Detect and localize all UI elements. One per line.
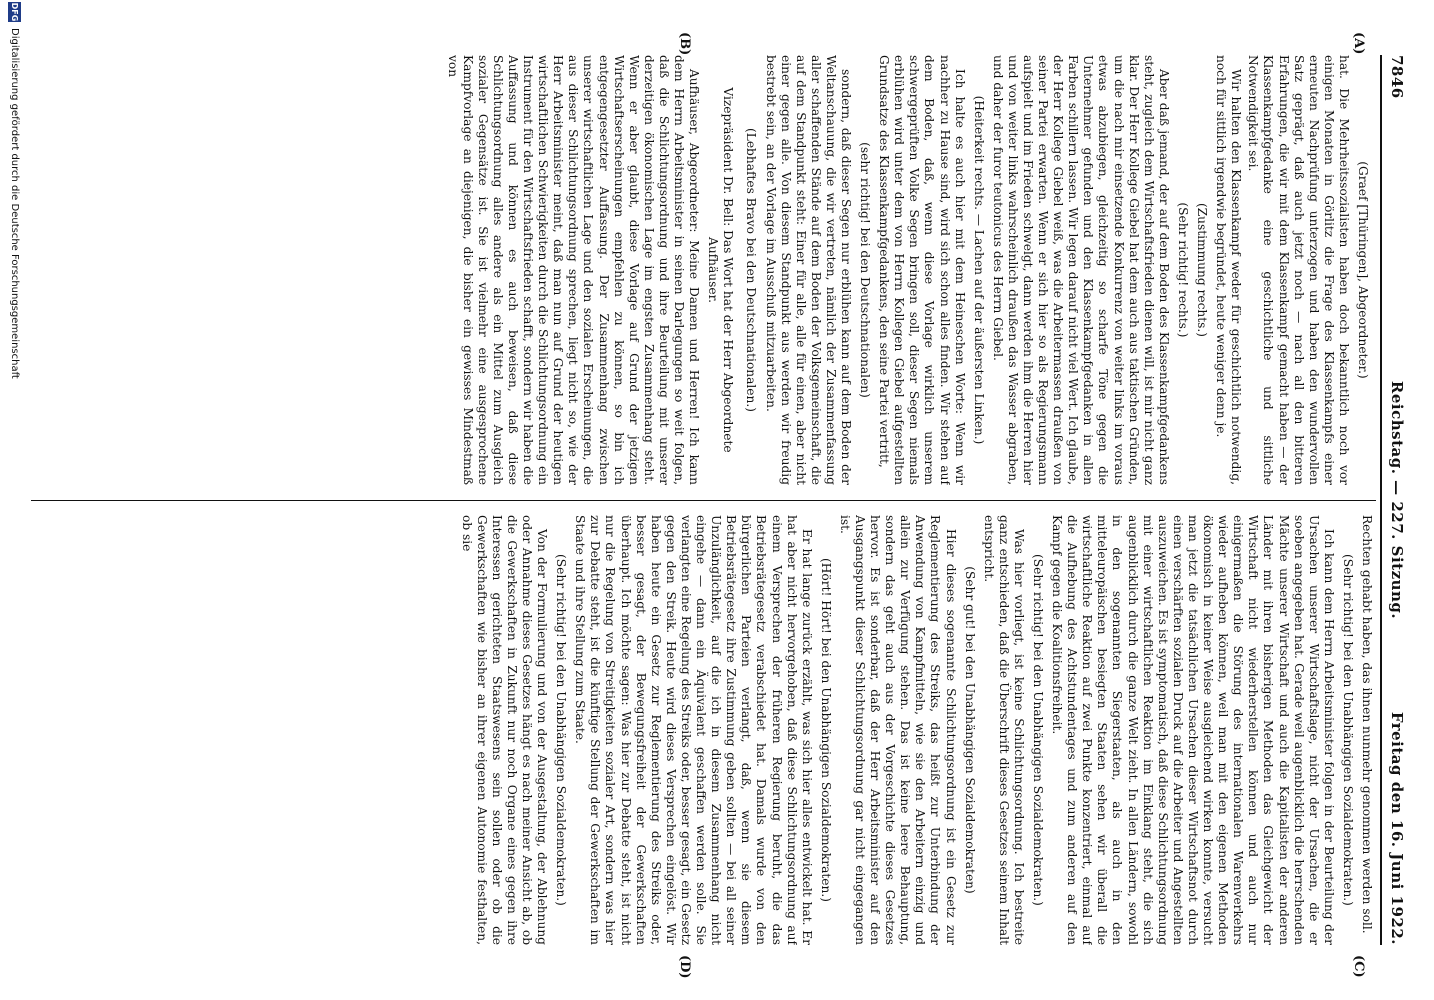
paragraph: sondern, daß dieser Segen nur erblühen kann auf dem Boden der Weltanschauung, die wir vertreten, nämlich der Zusammenfassung aller schaffenden Stände auf dem Boden der Volksgemeinschaft, die auf dem Standpunkt steht: Einer für alle, alle für einen, aber nicht einer gegen alle. Von diesem Standpunkt aus werden wir freudig bestrebt sein, an der Vorlage im Ausschuß mitzuarbeiten. bbox=[763, 55, 853, 485]
interjection: (Sehr richtig! bei den Unabhängigen Sozialdemokraten.) bbox=[1031, 554, 1046, 906]
paragraph: Von der Formulierung und von der Ausgestaltung, der Ablehnung oder Annahme dieses Gesetzes hängt es nach meiner Ansicht ab, ob die Gewerkschaften in Zukunft nur noch Organe eines gegen ihre Interessen gerichteten Staatswesens sein sollen oder ob die Gewerkschaften wie bisher an ihrer eigenen Autonomie festhalten, ob sie bbox=[459, 515, 550, 945]
page-header bbox=[1382, 55, 1406, 945]
session-date: Freitag den 16. Juni 1922. bbox=[1388, 711, 1406, 945]
interjection: (Sehr richtig! rechts.) bbox=[1175, 202, 1190, 338]
paragraph: Er hat lange zurück erzählt, was sich hier alles entwickelt hat. Er hat aber nicht hervorgehoben, daß diese Schlichtungsordnung auf einem Versprechen der früheren Regierung beruht, die das Betriebsrätegesetz verabschiedet hat. Damals wurde von den bürgerlichen Parteien verlangt, daß, wenn sie diesem Betriebsrätegesetz ihre Zustimmung geben sollten — bei all seiner Unzulänglichkeit, auf die ich in diesem Zusammenhang nicht eingehe — dann ein Äquivalent geschaffen werden solle. Sie verlangten eine Regelung des Streiks oder, besser gesagt, ein Gesetz gegen den Streik. Heute wird dieses Versprechen eingelöst. Wir haben heute ein Gesetz zur Reglementierung des Streiks oder, besser gesagt, der Bewegungsfreiheit der Gewerkschaften überhaupt. Ich möchte sagen: Was hier zur Debatte steht, ist nicht nur die Regelung von Streitigkeiten sozialer Art, sondern was hier zur Debatte steht, ist die künftige Stellung der Gewerkschaften im Staate und ihre Stellung zum Staate. bbox=[573, 515, 814, 945]
interjection: (Sehr richtig! bei den Unabhängigen Sozialdemokraten.) bbox=[554, 554, 569, 906]
right-column bbox=[34, 515, 1374, 945]
margin-letter-a: (A) bbox=[1351, 32, 1366, 55]
page-number: 7846 bbox=[1388, 55, 1406, 99]
session-title: Reichstag. — 227. Sitzung. bbox=[1388, 380, 1406, 620]
funding-note: Digitalisierung gefördert durch die Deutsche Forschungsgemeinschaft bbox=[9, 28, 20, 379]
interjection: (Heiterkeit rechts. — Lachen auf der äußersten Linken.) bbox=[971, 95, 986, 445]
paragraph: Ich halte es auch hier mit dem Heineschen Worte: Wenn wir nachher zu Hause sind, wird sich schon alles finden. Wir stehen auf dem Boden, daß, wenn diese Vorlage wirklich unserem schwergeprüften Volke Segen bringen soll, dieser Segen niemals erblühen wird unter dem von Herrn Kollegen Giebel aufgestellten Grundsatze des Klassenkampfgedankens, den seine Partei vertritt, bbox=[877, 55, 967, 485]
paragraph: Aber daß jemand, der auf dem Boden des Klassenkampfgedankens steht, zugleich dem Wirtschaftsfrieden dienen will, ist mir nicht ganz klar. Der Herr Kollege Giebel hat dem auch aus taktischen Gründen, um die nach mir einsetzende Konkurrenz von weiter links im voraus etwas abzubiegen, gleichzeitig so scharfe Töne gegen die Unternehmer gefunden und den Klassenkampfgedanken in allen Farben schillern lassen. Wir legen darauf nicht viel Wert. Ich glaube, der Herr Kollege Giebel weiß, was die Arbeitermassen draußen von seiner Partei erwarten. Wenn er sich hier so als Regierungsmann aufspielt und im Frieden schwelgt, dann werden ihm die Herren hier und von weiter links wahrscheinlich draußen das Wasser abgraben, und daher der furor teutonicus des Herrn Giebel. bbox=[990, 55, 1171, 485]
paragraph: Aufhäuser, Abgeordneter: Meine Damen und Herren! Ich kann dem Herrn Arbeitsminister in seinen Darlegungen so weit folgen, daß die Schlichtungsordnung und ihre Beurteilung mit unserer derzeitigen ökonomischen Lage im engsten Zusammenhang steht. Wenn er aber glaubt, diese Vorlage auf Grund der jetzigen Wirtschaftserscheinungen empfehlen zu können, so bin ich entgegengesetzter Auffassung. Der Zusammenhang zwischen unserer wirtschaftlichen Lage und den sozialen Erscheinungen, die aus dieser Schlichtungsordnung sprechen, liegt nicht so, wie der Herr Arbeitsminister meint, daß man nun auf Grund der heutigen wirtschaftlichen Schwierigkeiten durch die Schlichtungsordnung ein Instrument für den Wirtschaftsfrieden schafft, sondern wir haben die Auffassung und können es auch beweisen, daß diese Schlichtungsordnung alles andere als ein Mittel zum Ausgleich sozialer Gegensätze ist. Sie ist vielmehr eine ausgesprochene Kampfvorlage an diejenigen, die bisher ein gewisses Mindestmaß von bbox=[445, 55, 702, 485]
interjection: (Sehr richtig! bei den Unabhängigen Sozialdemokraten.) bbox=[1340, 554, 1355, 906]
header-rule bbox=[1380, 55, 1382, 945]
interjection: (Hört! Hört! bei den Unabhängigen Sozialdemokraten.) bbox=[818, 558, 833, 902]
page-footer bbox=[4, 0, 22, 1000]
interjection: (Lebhaftes Bravo bei den Deutschnationalen.) bbox=[744, 127, 759, 412]
margin-letter-d: (D) bbox=[677, 955, 692, 979]
interjection: (sehr richtig! bei den Deutschnationalen) bbox=[858, 142, 873, 398]
paragraph: Hier dieses sogenannte Schlichtungsordnung ist ein Gesetz zur Reglementierung des Streiks, das heißt zur Unterbindung der Anwendung von Kampfmitteln, wie sie den Arbeitern einzig und allein zur Verfügung stehen. Das ist keine leere Behauptung, sondern das geht auch aus der Vorgeschichte dieses Gesetzes hervor. Es ist sonderbar, daß der Herr Arbeitsminister auf den Ausgangspunkt dieser Schlichtungsordnung gar nicht eingegangen ist. bbox=[837, 515, 958, 945]
interjection: (Sehr gut! bei den Unabhängigen Sozialdemokraten) bbox=[962, 566, 977, 894]
dfg-logo: DFG bbox=[10, 2, 19, 22]
margin-letter-b: (B) bbox=[677, 32, 692, 56]
paragraph: Was hier vorliegt, ist keine Schlichtungsordnung. Ich bestreite ganz entschieden, daß die Überschrift dieses Gesetzes seinem Inhalt entspricht. bbox=[981, 515, 1026, 945]
interjection: (Graef [Thüringen], Abgeordneter.) bbox=[1356, 161, 1370, 379]
interjection: Vizepräsident Dr. Bell: Das Wort hat der Herr Abgeordnete Aufhäuser. bbox=[706, 87, 736, 453]
paragraph: Ich kann dem Herrn Arbeitsminister folgen in der Beurteilung der Ursachen unserer Wirtschaftslage, nicht der Ursachen, die er soeben angegeben hat. Gerade weil augenblicklich die herrschenden Mächte unserer Wirtschaft und auch die Kapitalisten der anderen Länder mit ihren bisherigen Methoden das Gleichgewicht der Wirtschaft nicht wiederherstellen können und auch nur einigermaßen die Störung des internationalen Warenverkehrs wieder aufheben können, weil man mit den eigenen Methoden ökonomisch in keiner Weise ausgleichend wirken konnte, versucht man jetzt die tatsächlichen Ursachen dieser Wirtschaftsnot durch einen verschärften sozialen Druck auf die Arbeiter und Angestellten auszuweichen. Es ist symptomatisch, daß diese Schlichtungsordnung mit einer wirtschaftlichen Reaktion im Einklang steht, die sich augenblicklich durch die ganze Welt zieht. In allen Ländern, sowohl in den sogenannten Siegerstaaten, als auch in den mitteleuropäischen besiegten Staaten sehen wir überall die wirtschaftliche Reaktion auf zwei Punkte konzentriert, einmal auf die Aufhebung des Achtstundentages und zum anderen auf den Kampf gegen die Koalitionsfreiheit. bbox=[1050, 515, 1336, 945]
left-column bbox=[34, 55, 1374, 485]
margin-letter-c: (C) bbox=[1351, 955, 1366, 978]
interjection: (Zustimmung rechts.) bbox=[1195, 202, 1210, 338]
paragraph: hat. Die Mehrheitssozialisten haben doch bekanntlich noch vor einigen Monaten in Görlitz die Frage des Klassenkampfs einer erneuten Nachprüfung unterzogen und haben den wundervollen Satz geprägt, daß auch jetzt noch — nach all den bitteren Erfahrungen, die wir mit dem Klassenkampf gemacht haben — der Klassenkampfgedanke eine geschichtliche und sittliche Notwendigkeit sei. bbox=[1246, 55, 1351, 485]
paragraph: Rechten gehabt haben, das ihnen nunmehr genommen werden soll. bbox=[1360, 515, 1374, 934]
column-rule bbox=[31, 500, 1376, 501]
paragraph: Wir halten den Klassenkampf weder für geschichtlich notwendig, noch für sittlich irgendwie begründet, heute weniger denn je. bbox=[1214, 55, 1244, 485]
